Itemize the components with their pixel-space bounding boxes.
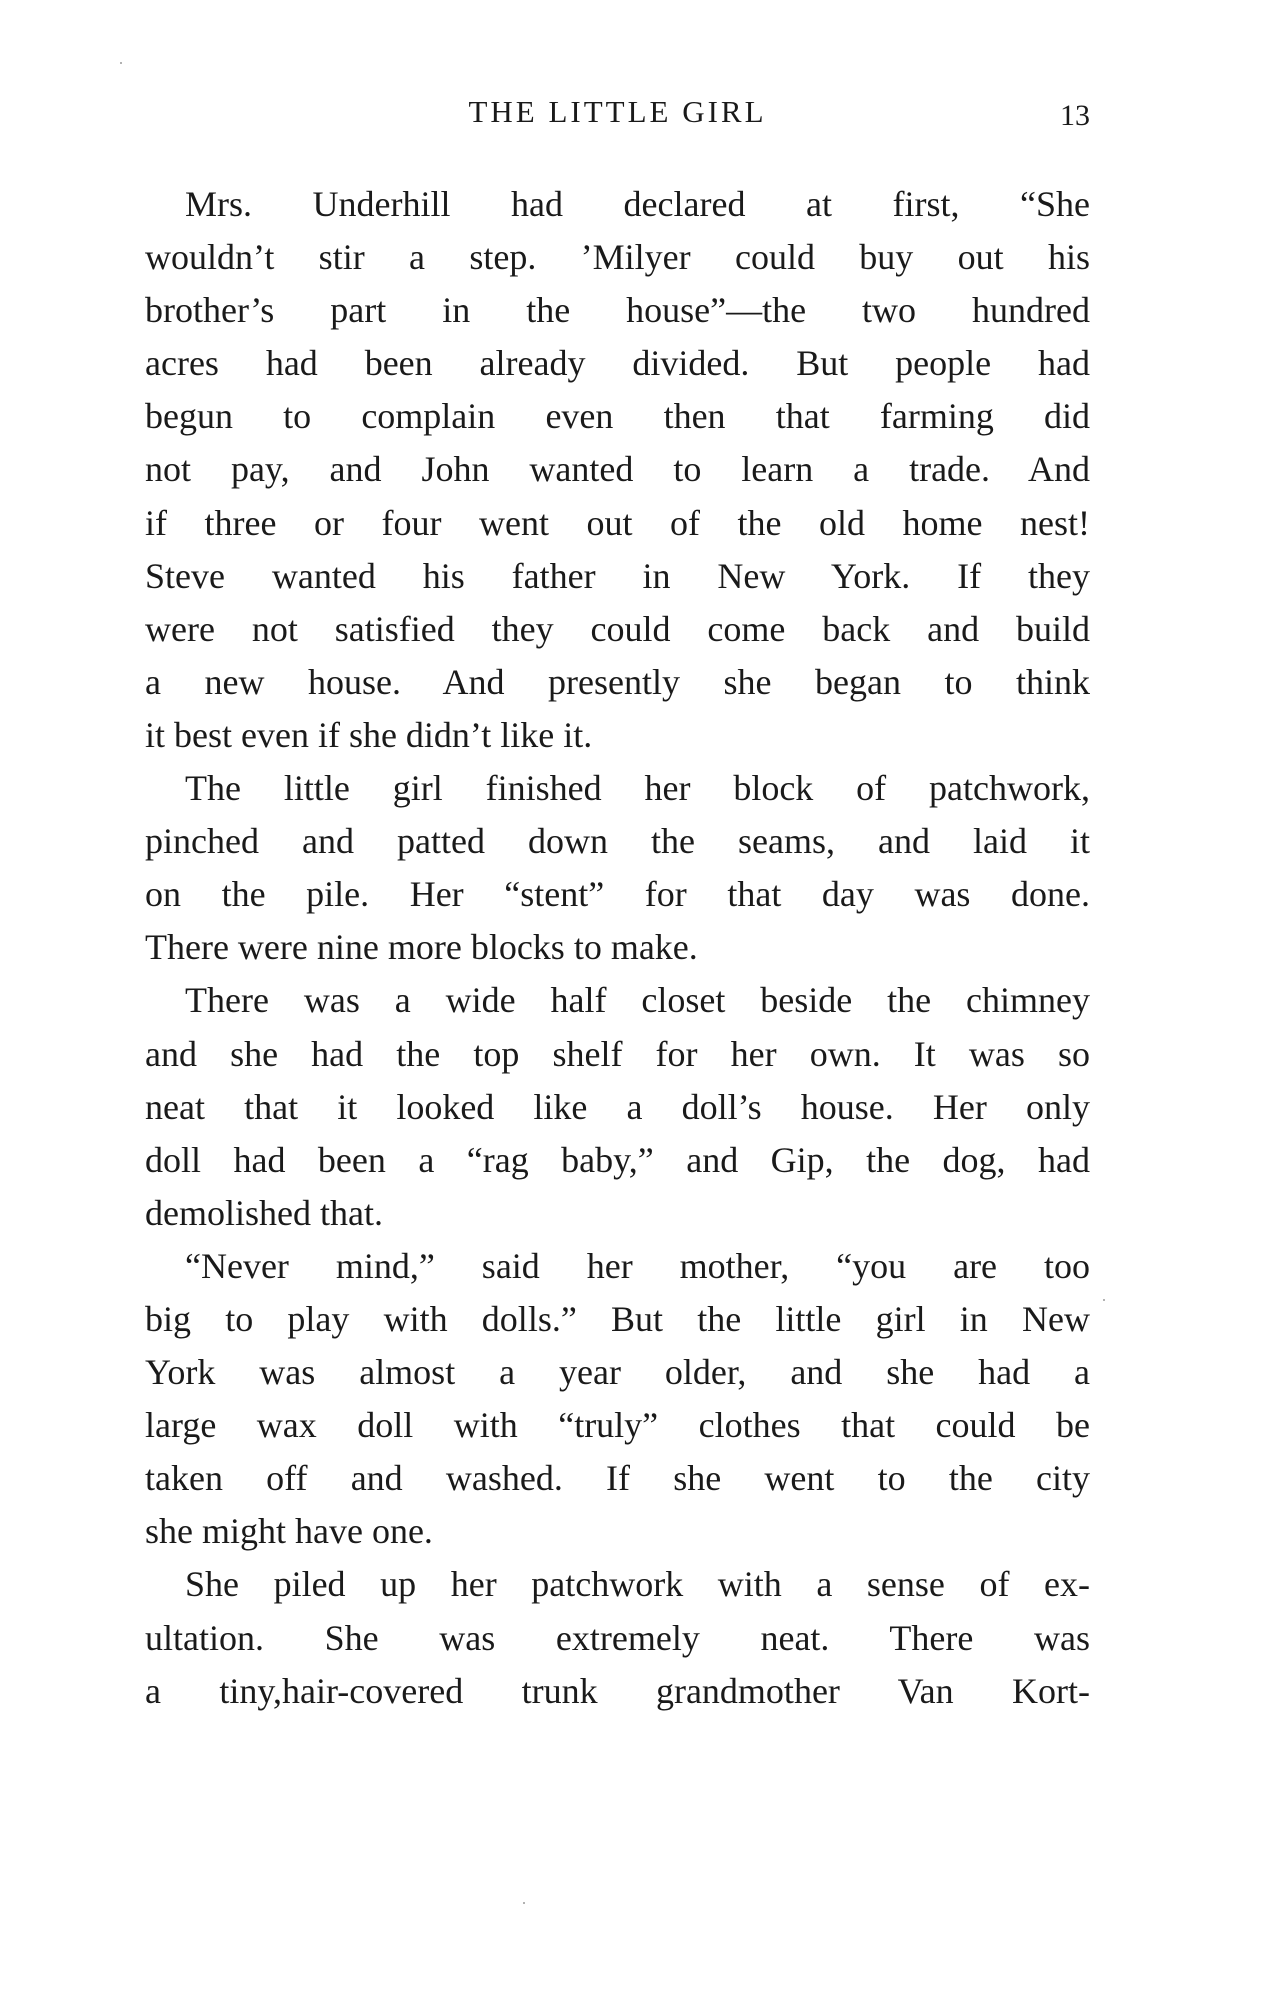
- body-text: [145, 178, 1090, 1718]
- text-line: a new house. And presently she began to think: [145, 661, 1090, 702]
- text-line: There were nine more blocks to make.: [145, 927, 698, 968]
- text-line: ultation. She was extremely neat. There was: [145, 1617, 1090, 1658]
- text-line: neat that it looked like a doll’s house. Her only: [145, 1086, 1090, 1127]
- text-line: large wax doll with “truly” clothes that could be: [145, 1405, 1090, 1446]
- paper-speck: [523, 1902, 525, 1904]
- text-line: The little girl finished her block of patchwork,: [185, 768, 1090, 809]
- text-line: she might have one.: [145, 1511, 433, 1552]
- text-line: “Never mind,” said her mother, “you are too: [185, 1245, 1090, 1286]
- running-title: THE LITTLE GIRL: [468, 94, 767, 129]
- text-line: if three or four went out of the old home nest!: [145, 502, 1090, 543]
- running-head: [145, 92, 1090, 142]
- text-line: wouldn’t stir a step. ’Milyer could buy out his: [145, 237, 1090, 278]
- paragraph-4: [145, 1240, 1090, 1559]
- paragraph-5: [145, 1558, 1090, 1717]
- paper-speck: [1103, 1299, 1105, 1301]
- text-line: begun to complain even then that farming did: [145, 396, 1090, 437]
- text-line: Steve wanted his father in New York. If they: [145, 555, 1090, 596]
- paragraph-2: [145, 762, 1090, 974]
- text-line: on the pile. Her “stent” for that day was done.: [145, 874, 1090, 915]
- text-line: pinched and patted down the seams, and laid it: [145, 821, 1090, 862]
- paragraph-1: [145, 178, 1090, 762]
- text-line: There was a wide half closet beside the chimney: [185, 980, 1090, 1021]
- text-line: She piled up her patchwork with a sense of ex-: [185, 1564, 1090, 1605]
- text-line: not pay, and John wanted to learn a trade. And: [145, 449, 1090, 490]
- text-line: taken off and washed. If she went to the city: [145, 1458, 1090, 1499]
- text-line: big to play with dolls.” But the little girl in New: [145, 1298, 1090, 1339]
- paragraph-3: [145, 974, 1090, 1239]
- text-line: Mrs. Underhill had declared at first, “She: [185, 184, 1090, 224]
- text-line: it best even if she didn’t like it.: [145, 714, 593, 755]
- text-line: brother’s part in the house”—the two hundred: [145, 290, 1090, 331]
- text-line: doll had been a “rag baby,” and Gip, the dog, had: [145, 1139, 1090, 1180]
- text-line: demolished that.: [145, 1192, 383, 1233]
- paper-speck: [120, 62, 122, 64]
- text-line: were not satisfied they could come back and build: [145, 608, 1090, 649]
- text-line: a tiny,hair-covered trunk grandmother Van Kort-: [145, 1670, 1090, 1711]
- text-line: acres had been already divided. But people had: [145, 343, 1090, 384]
- text-line: York was almost a year older, and she had a: [145, 1352, 1090, 1393]
- page-number: 13: [1060, 99, 1090, 132]
- text-line: and she had the top shelf for her own. It was so: [145, 1033, 1090, 1074]
